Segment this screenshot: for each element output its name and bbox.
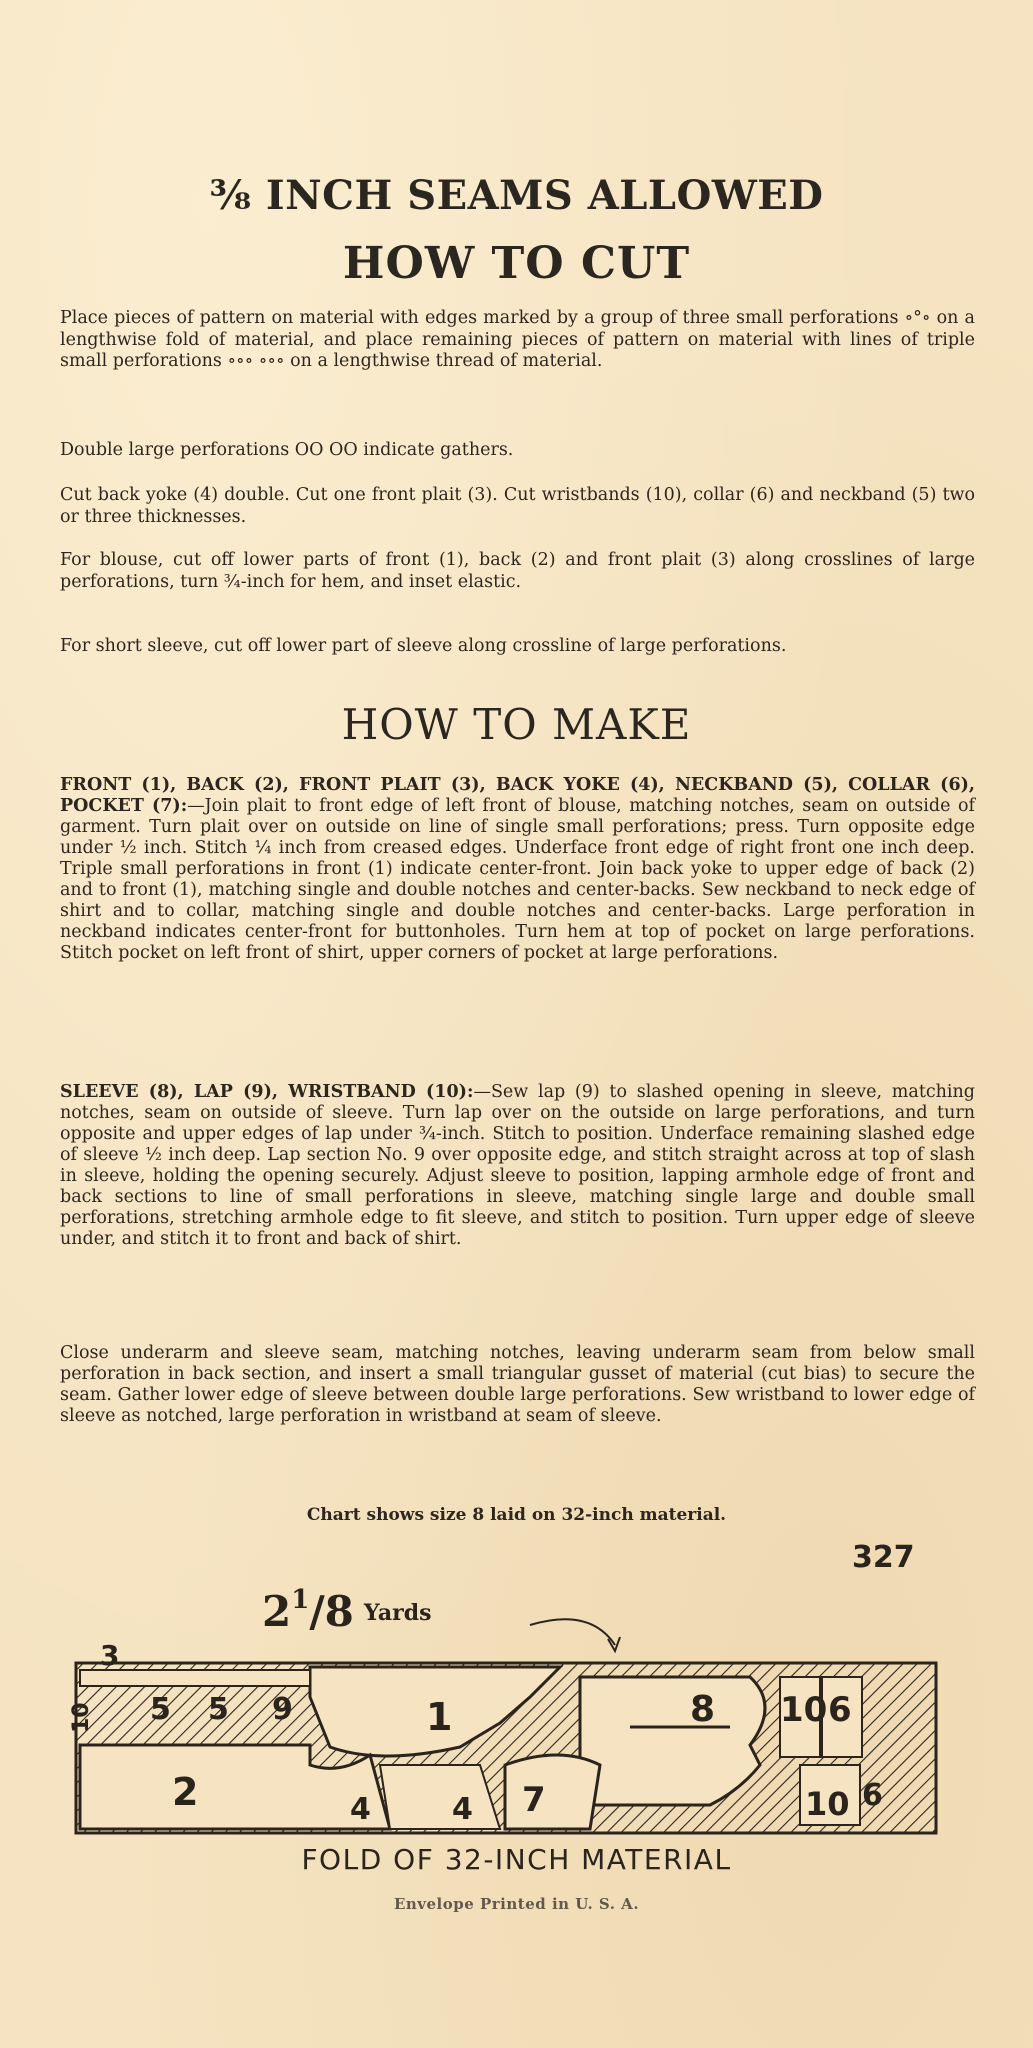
how-to-cut-heading: HOW TO CUT <box>342 238 691 289</box>
label-piece-10a: 10 <box>780 1690 828 1730</box>
cut-instruction-layout: Place pieces of pattern on material with edges marked by a group of three small perforations ∘°∘ on a lengthwise fold of material, and place remaining pieces of pattern on material with lines of triple small perforations ∘∘∘ ∘∘∘ on a lengthwise thread of material. <box>60 308 975 371</box>
make-sleeve-body: —Sew lap (9) to slashed opening in sleeve, matching notches, seam on outside of sleeve. Turn lap over on the outside on large perforations, and turn opposite and upper edges of lap under ¾-inch. Stitch to position. Underface remaining slashed edge of sleeve ½ inch deep. Lap section No. 9 over opposite edge, and stitch straight across at top of slash in sleeve, holding the opening securely. Adjust sleeve to position, lapping armhole edge of front and back sections to line of small perforations in sleeve, matching single large and double small perforations, stretching armhole edge to fit sleeve, and stitch to position. Turn upper edge of sleeve under, and stitch it to front and back of shirt. <box>60 1082 976 1249</box>
cut-instruction-pieces: Cut back yoke (4) double. Cut one front plait (3). Cut wristbands (10), collar (6) and neckband (5) two or three thicknesses. <box>60 485 975 527</box>
cut-instruction-short-sleeve: For short sleeve, cut off lower part of sleeve along crossline of large perforations. <box>60 636 787 656</box>
label-piece-4a: 4 <box>350 1792 371 1827</box>
make-front-lead: FRONT (1), BACK (2), FRONT PLAIT (3), BACK YOKE (4), NECKBAND (5), COLLAR (6), POCKET (7): <box>60 775 975 816</box>
label-piece-5a: 5 <box>150 1692 171 1727</box>
yardage-fraction-num: 1 <box>291 1585 310 1615</box>
how-to-make-heading: HOW TO MAKE <box>341 700 692 749</box>
make-instruction-sleeve <box>60 1082 975 1250</box>
seams-heading: ⅜ INCH SEAMS ALLOWED <box>209 172 824 219</box>
label-piece-10c: 10 <box>69 1702 94 1733</box>
make-front-body: —Join plait to front edge of left front of blouse, matching notches, seam on outside of garment. Turn plait over on outside on line of single small perforations; press. Turn opposite edge under ½ inch. Stitch ¼ inch from creased edges. Underface front edge of right front one inch deep. Triple small perforations in front (1) indicate center-front. Join back yoke to upper edge of back (2) and to front (1), matching single and double notches and center-backs. Sew neckband to neck edge of shirt and to collar, matching single and double notches and center-backs. Large perforation in neckband indicates center-front for buttonholes. Turn hem at top of pocket on large perforations. Stitch pocket on left front of shirt, upper corners of pocket at large perforations. <box>60 796 975 963</box>
piece-7-pocket <box>505 1755 600 1829</box>
footer-note: Envelope Printed in U. S. A. <box>393 1895 640 1913</box>
yardage-whole: 2 <box>262 1587 292 1636</box>
label-piece-2: 2 <box>172 1770 199 1814</box>
label-piece-5b: 5 <box>208 1692 229 1727</box>
label-piece-9: 9 <box>272 1692 293 1727</box>
cutting-layout-diagram <box>60 1615 940 1845</box>
yardage-fraction-den: /8 <box>309 1587 354 1636</box>
label-piece-6a: 6 <box>828 1690 852 1730</box>
piece-8-sleeve <box>580 1677 765 1805</box>
label-piece-8: 8 <box>690 1689 716 1730</box>
yardage-unit: Yards <box>363 1600 432 1626</box>
label-piece-1: 1 <box>426 1695 453 1739</box>
label-piece-6b: 6 <box>862 1778 883 1813</box>
chart-caption: Chart shows size 8 laid on 32-inch material. <box>306 1505 727 1525</box>
label-piece-7: 7 <box>522 1780 546 1820</box>
label-piece-3: 3 <box>100 1639 120 1672</box>
fold-label: FOLD OF 32-INCH MATERIAL <box>301 1843 732 1876</box>
make-instruction-underarm: Close underarm and sleeve seam, matching notches, leaving underarm seam from below small perforation in back section, and insert a small triangular gusset of material (cut bias) to secure the seam. Gather lower edge of sleeve between double large perforations. Sew wristband to lower edge of sleeve as notched, large perforation in wristband at seam of sleeve. <box>60 1343 975 1426</box>
label-piece-4b: 4 <box>452 1792 473 1827</box>
label-piece-10b: 10 <box>805 1785 850 1823</box>
yardage-arrow <box>530 1619 615 1645</box>
cut-instruction-gathers: Double large perforations OO OO indicate gathers. <box>60 440 514 460</box>
pattern-number: 327 <box>852 1540 915 1575</box>
make-instruction-front <box>60 775 975 964</box>
make-sleeve-lead: SLEEVE (8), LAP (9), WRISTBAND (10): <box>60 1082 474 1102</box>
cut-instruction-blouse: For blouse, cut off lower parts of front (1), back (2) and front plait (3) along crosslines of large perforations, turn ¾-inch for hem, and inset elastic. <box>60 550 975 592</box>
piece-3-plait <box>80 1670 310 1686</box>
piece-4-yoke <box>380 1765 500 1829</box>
